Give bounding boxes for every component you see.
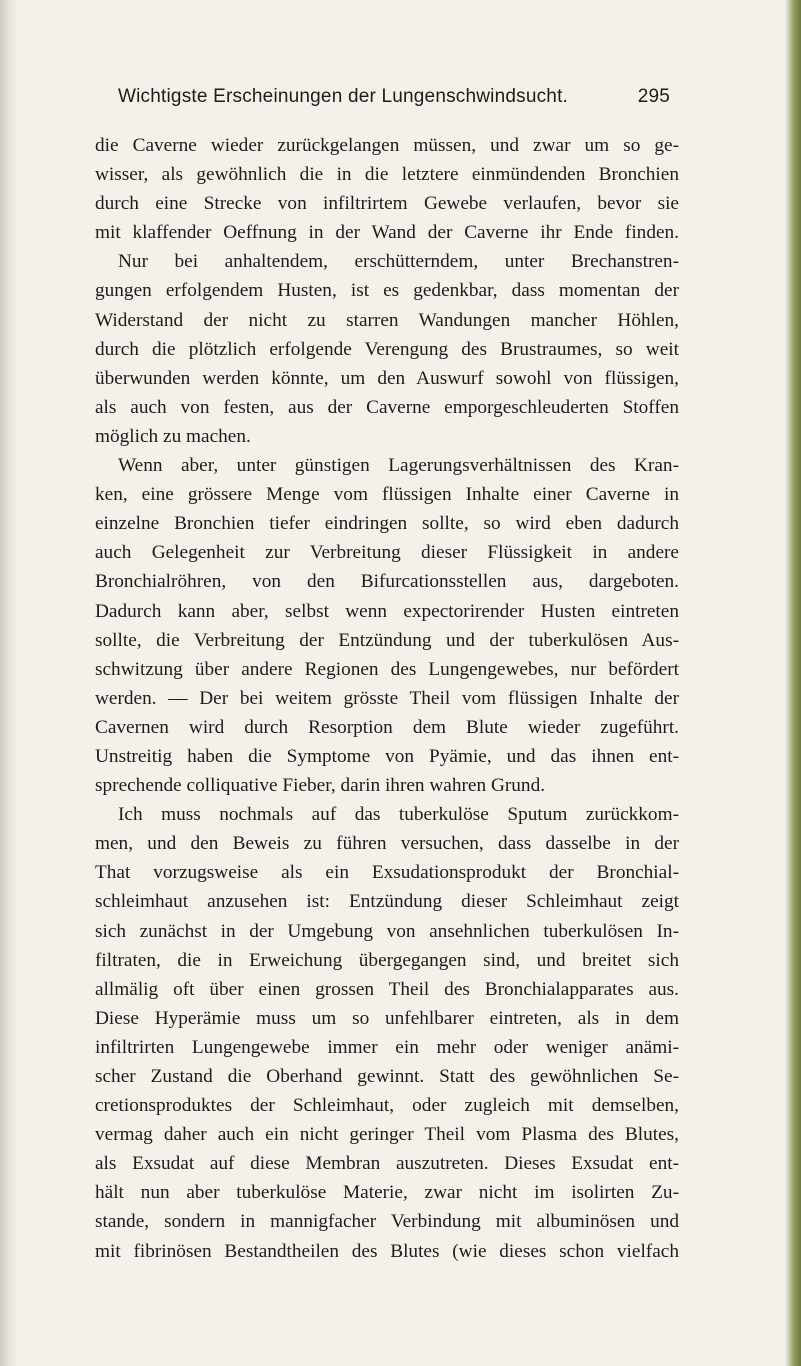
text-line: Dadurch kann aber, selbst wenn expectorirender Husten eintreten — [95, 600, 679, 622]
text-line: werden. — Der bei weitem grösste Theil vom flüssigen Inhalte der — [95, 687, 679, 709]
text-line: scher Zustand die Oberhand gewinnt. Statt des gewöhnlichen Se- — [95, 1066, 679, 1087]
text-line: mit klaffender Oeffnung in der Wand der Caverne ihr Ende finden. — [95, 222, 679, 244]
text-line: Nur bei anhaltendem, erschütterndem, unter Brechanstren- — [118, 251, 679, 273]
text-line: sollte, die Verbreitung der Entzündung und der tuberkulösen Aus- — [95, 629, 679, 651]
text-line: möglich zu machen. — [95, 425, 251, 447]
text-line: Widerstand der nicht zu starren Wandungen mancher Höhlen, — [95, 309, 679, 331]
text-line: mit fibrinösen Bestandtheilen des Blutes (wie dieses schon vielfach — [95, 1240, 679, 1262]
text-line: allmälig oft über einen grossen Theil des Bronchialapparates aus. — [95, 978, 679, 1000]
body-text — [95, 131, 679, 1266]
text-line: Bronchialröhren, von den Bifurcationsstellen aus, dargeboten. — [95, 571, 679, 593]
text-line: wisser, als gewöhnlich die in die letztere einmündenden Bronchien — [95, 164, 679, 186]
text-line: Cavernen wird durch Resorption dem Blute wieder zugeführt. — [95, 716, 679, 738]
page-edge-left — [0, 0, 18, 1366]
text-line: Ich muss nochmals auf das tuberkulöse Sputum zurückkom- — [118, 804, 679, 826]
text-line: cretionsproduktes der Schleimhaut, oder zugleich mit demselben, — [95, 1095, 679, 1117]
text-line: Wenn aber, unter günstigen Lagerungsverhältnissen des Kran- — [118, 455, 679, 477]
text-line: Unstreitig haben die Symptome von Pyämie, und das ihnen ent- — [95, 745, 679, 767]
text-line: als Exsudat auf diese Membran auszutreten. Dieses Exsudat ent- — [95, 1153, 679, 1175]
text-line: That vorzugsweise als ein Exsudationsprodukt der Bronchial- — [95, 862, 679, 884]
text-line: infiltrirten Lungengewebe immer ein mehr oder weniger anämi- — [95, 1036, 679, 1058]
text-line: men, und den Beweis zu führen versuchen, dass dasselbe in der — [95, 833, 679, 855]
text-line: durch die plötzlich erfolgende Verengung des Brustraumes, so weit — [95, 338, 679, 360]
page-number: 295 — [637, 86, 670, 107]
text-line: filtraten, die in Erweichung übergegangen sind, und breitet sich — [95, 949, 679, 971]
text-line: sich zunächst in der Umgebung von ansehnlichen tuberkulösen In- — [95, 920, 679, 942]
text-line: einzelne Bronchien tiefer eindringen sollte, so wird eben dadurch — [95, 513, 679, 535]
text-line: hält nun aber tuberkulöse Materie, zwar nicht im isolirten Zu- — [95, 1182, 679, 1204]
text-line: sprechende colliquative Fieber, darin ihren wahren Grund. — [95, 775, 546, 797]
text-line: schwitzung über andere Regionen des Lungengewebes, nur befördert — [95, 658, 679, 680]
text-line: schleimhaut anzusehen ist: Entzündung dieser Schleimhaut zeigt — [95, 891, 679, 913]
running-title: Wichtigste Erscheinungen der Lungenschwindsucht. — [118, 86, 569, 107]
text-line: stande, sondern in mannigfacher Verbindung mit albuminösen und — [95, 1211, 679, 1233]
text-line: vermag daher auch ein nicht geringer Theil vom Plasma des Blutes, — [95, 1124, 679, 1146]
text-line: durch eine Strecke von infiltrirtem Gewebe verlaufen, bevor sie — [95, 193, 679, 215]
text-line: ken, eine grössere Menge vom flüssigen Inhalte einer Caverne in — [95, 484, 679, 506]
text-line: als auch von festen, aus der Caverne emporgeschleuderten Stoffen — [95, 396, 679, 418]
page-edge-right — [785, 0, 801, 1366]
text-line: Diese Hyperämie muss um so unfehlbarer eintreten, als in dem — [95, 1007, 679, 1029]
text-line: auch Gelegenheit zur Verbreitung dieser Flüssigkeit in andere — [95, 542, 679, 564]
running-header — [118, 86, 670, 116]
text-line: überwunden werden könnte, um den Auswurf sowohl von flüssigen, — [95, 367, 679, 389]
text-line: die Caverne wieder zurückgelangen müssen, und zwar um so ge- — [95, 135, 679, 156]
text-line: gungen erfolgendem Husten, ist es gedenkbar, dass momentan der — [95, 280, 679, 302]
